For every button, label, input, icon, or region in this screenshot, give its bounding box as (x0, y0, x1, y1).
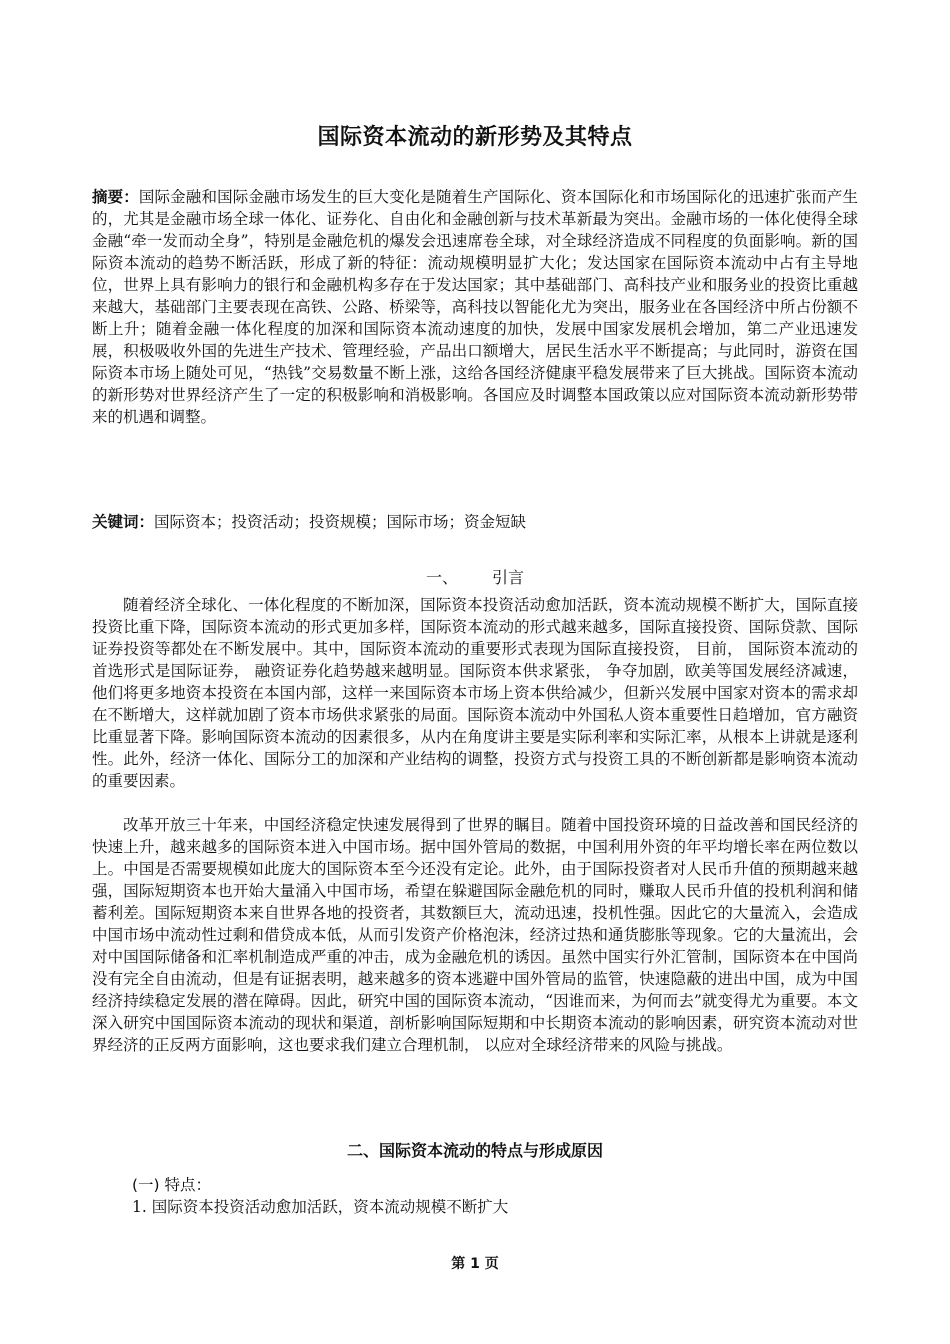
section-number: 一、 (425, 568, 458, 587)
keywords-label: 关键词： (92, 513, 155, 531)
keywords (92, 511, 858, 533)
section-heading-characteristics: 二、国际资本流动的特点与形成原因 (346, 1141, 603, 1160)
section-heading-introduction (0, 565, 950, 588)
page-number: 第 1 页 (451, 1256, 499, 1272)
document-title: 国际资本流动的新形势及其特点 (317, 125, 633, 150)
abstract-label: 摘要： (92, 188, 139, 206)
body-paragraph: 改革开放三十年来，中国经济稳定快速发展得到了世界的瞩目。随着中国投资环境的日益改善和国民经济的快速上升，越来越多的国际资本进入中国市场。据中国外管局的数据，中国利用外资的年平均增长率在两位数以上。中国是否需要规模如此庞大的国际资本至今还没有定论。此外，由于国际投资者对人民币升值的预期越来越强，国际短期资本也开始大量涌入中国市场，希望在躲避国际金融危机的同时，赚取人民币升值的投机利润和储蓄利差。国际短期资本来自世界各地的投资者，其数额巨大，流动迅速，投机性强。因此它的大量流入，会造成中国市场中流动性过剩和借贷成本低，从而引发资产价格泡沫，经济过热和通货膨胀等现象。它的大量流出，会对中国国际储备和汇率机制造成严重的冲击，成为金融危机的诱因。虽然中国实行外汇管制，国际资本在中国尚没有完全自由流动，但是有证据表明，越来越多的资本逃避中国外管局的监管，快速隐蔽的进出中国，成为中国经济持续稳定发展的潜在障碍。因此，研究中国的国际资本流动，“因谁而来，为何而去”就变得尤为重要。本文深入研究中国国际资本流动的现状和渠道，剖析影响国际短期和中长期资本流动的影响因素，研究资本流动对世界经济的正反两方面影响，这也要求我们建立合理机制， 以应对全球经济带来的风险与挑战。 (92, 816, 858, 1054)
list-item: 1. 国际资本投资活动愈加活跃，资本流动规模不断扩大 (132, 1198, 509, 1216)
body-paragraph: 随着经济全球化、一体化程度的不断加深，国际资本投资活动愈加活跃，资本流动规模不断扩大，国际直接投资比重下降，国际资本流动的形式更加多样，国际资本流动的形式越来越多，国际直接投资、国际贷款、国际证券投资等都处在不断发展中。其中，国际资本流动的重要形式表现为国际直接投资， 目前， 国际资本流动的首选形式是国际证券， 融资证券化趋势越来越明显。国际资本供求紧张， 争夺加剧，欧美等国发展经济减速，他们将更多地资本投资在本国内部，这样一来国际资本市场上资本供给减少，但新兴发展中国家对资本的需求却在不断增大，这样就加剧了资本市场供求紧张的局面。国际资本流动中外国私人资本重要性日趋增加，官方融资比重显著下降。影响国际资本流动的因素很多，从内在角度讲主要是实际利率和实际汇率，从根本上讲就是逐利性。此外，经济一体化、国际分工的加深和产业结构的调整，投资方式与投资工具的不断创新都是影响资本流动的重要因素。 (92, 596, 858, 790)
abstract (92, 186, 858, 428)
keywords-text: 国际资本；投资活动；投资规模；国际市场；资金短缺 (154, 513, 527, 531)
abstract-text: 国际金融和国际金融市场发生的巨大变化是随着生产国际化、资本国际化和市场国际化的迅速扩张而产生的，尤其是金融市场全球一体化、证券化、自由化和金融创新与技术革新最为突出。金融市场的一体化使得全球金融“牵一发而动全身”，特别是金融危机的爆发会迅速席卷全球，对全球经济造成不同程度的负面影响。新的国际资本流动的趋势不断活跃，形成了新的特征：流动规模明显扩大化；发达国家在国际资本流动中占有主导地位，世界上具有影响力的银行和金融机构多存在于发达国家；其中基础部门、高科技产业和服务业的投资比重越来越大，基础部门主要表现在高铁、公路、桥梁等，高科技以智能化尤为突出，服务业在各国经济中所占份额不断上升；随着金融一体化程度的加深和国际资本流动速度的加快，发展中国家发展机会增加，第二产业迅速发展，积极吸收外国的先进生产技术、管理经验，产品出口额增大，居民生活水平不断提高；与此同时，游资在国际资本市场上随处可见，“热钱”交易数量不断上涨，这给各国经济健康平稳发展带来了巨大挑战。国际资本流动的新形势对世界经济产生了一定的积极影响和消极影响。各国应及时调整本国政策以应对国际资本流动新形势带来的机遇和调整。 (92, 188, 858, 426)
section-title: 引言 (492, 568, 525, 587)
subsection-heading: (一) 特点： (132, 1176, 212, 1194)
